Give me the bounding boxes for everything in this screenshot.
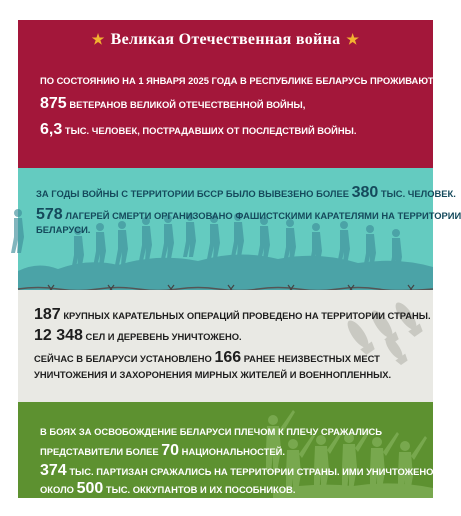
veterans-count: 875: [40, 95, 67, 112]
nationalities-count: 70: [161, 442, 180, 459]
deportation-line-3: [36, 225, 90, 234]
page-title: [18, 31, 433, 49]
star-icon: ★: [91, 33, 105, 48]
liberation-line-4-suffix: ТЫС. ОККУПАНТОВ И ИХ ПОСОБНИКОВ.: [105, 484, 296, 495]
punitive-line-3: [34, 350, 380, 366]
deportation-line-1-suffix: ТЫС. ЧЕЛОВЕК.: [380, 188, 456, 199]
punitive-line-4-text: УНИЧТОЖЕНИЯ И ЗАХОРОНЕНИЯ МИРНЫХ ЖИТЕЛЕЙ И ВОЕННОПЛЕННЫХ.: [34, 369, 392, 380]
operations-count: 187: [34, 306, 61, 323]
deportation-line-2-text: ЛАГЕРЕЙ СМЕРТИ ОРГАНИЗОВАНО ФАШИСТСКИМИ КАРАТЕЛЯМИ НА ТЕРРИТОРИИ: [65, 210, 461, 221]
punitive-line-1-text: КРУПНЫХ КАРАТЕЛЬНЫХ ОПЕРАЦИЙ ПРОВЕДЕНО НА ТЕРРИТОРИИ СТРАНЫ.: [63, 310, 431, 321]
villages-count: 12 348: [34, 327, 83, 344]
deportation-line-3-text: БЕЛАРУСИ.: [36, 224, 91, 235]
infographic-card: [18, 20, 461, 498]
deportation-line-1: [36, 185, 456, 201]
liberation-line-2: [40, 443, 285, 459]
punitive-line-4: [34, 370, 391, 379]
punitive-line-3-text: СЕЙЧАС В БЕЛАРУСИ УСТАНОВЛЕНО: [34, 353, 212, 364]
star-icon: ★: [346, 33, 360, 48]
liberation-line-1-text: В БОЯХ ЗА ОСВОБОЖДЕНИЕ БЕЛАРУСИ ПЛЕЧОМ К ПЛЕЧУ СРАЖАЛИСЬ: [40, 426, 383, 437]
veterans-line-2: [40, 96, 305, 112]
veterans-line-2-text: ВЕТЕРАНОВ ВЕЛИКОЙ ОТЕЧЕСТВЕННОЙ ВОЙНЫ,: [69, 99, 306, 110]
liberation-line-3: [40, 463, 433, 479]
occupants-count: 500: [76, 480, 104, 497]
affected-count: 6,3: [40, 121, 63, 138]
deported-count: 380: [351, 184, 379, 201]
veterans-line-3: [40, 122, 356, 138]
liberation-line-4: [40, 481, 295, 497]
punitive-line-1: [34, 307, 431, 323]
deportation-line-2: [36, 207, 461, 223]
punitive-line-3-suffix: РАНЕЕ НЕИЗВЕСТНЫХ МЕСТ: [243, 353, 380, 364]
deportation-section: [18, 168, 461, 290]
liberation-line-1: [40, 427, 382, 436]
veterans-line-3-text: ТЫС. ЧЕЛОВЕК, ПОСТРАДАВШИХ ОТ ПОСЛЕДСТВИЙ ВОЙНЫ.: [64, 125, 357, 136]
punitive-line-2-text: СЕЛ И ДЕРЕВЕНЬ УНИЧТОЖЕНО.: [85, 331, 242, 342]
punitive-line-2: [34, 328, 242, 344]
partisans-count: 374: [40, 462, 67, 479]
liberation-line-2-text: ПРЕДСТАВИТЕЛИ БОЛЕЕ: [40, 446, 159, 457]
deportation-line-1-text: ЗА ГОДЫ ВОЙНЫ С ТЕРРИТОРИИ БССР БЫЛО ВЫВЕЗЕНО БОЛЕЕ: [36, 188, 349, 199]
liberation-line-2-suffix: НАЦИОНАЛЬНОСТЕЙ.: [181, 446, 285, 457]
veterans-line-1-text: ПО СОСТОЯНИЮ НА 1 ЯНВАРЯ 2025 ГОДА В РЕСПУБЛИКЕ БЕЛАРУСЬ ПРОЖИВАЮТ: [40, 75, 434, 86]
liberation-line-4-text: ОКОЛО: [40, 484, 74, 495]
veterans-section: [18, 20, 433, 168]
veterans-line-1: [40, 76, 433, 85]
page-title-text: Великая Отечественная война: [110, 31, 341, 48]
liberation-section: [18, 402, 433, 498]
sites-count: 166: [214, 349, 242, 366]
camps-count: 578: [36, 206, 63, 223]
liberation-line-3-text: ТЫС. ПАРТИЗАН СРАЖАЛИСЬ НА ТЕРРИТОРИИ СТРАНЫ. ИМИ УНИЧТОЖЕНО: [69, 466, 434, 477]
punitive-section: [18, 290, 433, 402]
